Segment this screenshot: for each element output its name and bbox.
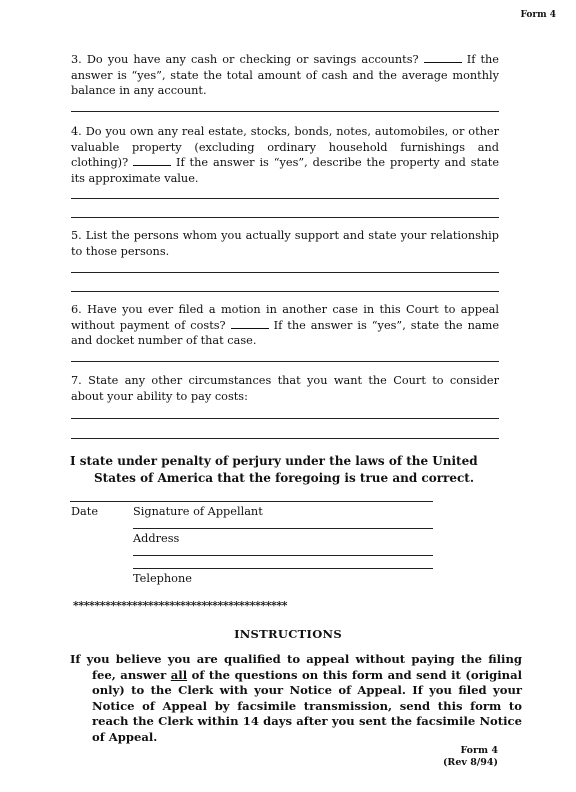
instructions-text [70,652,522,745]
answer-line[interactable] [71,272,499,273]
question-6 [71,302,499,349]
question-followup: If the answer is “yes”, state the total amount of cash and the average monthly balance in any account. [71,53,499,97]
question-7 [71,373,499,404]
question-text: Have you ever filed a motion in another case in this Court to appeal without payment of costs? [71,303,499,332]
telephone-label: Telephone [133,572,192,585]
question-number: 3. [71,53,82,66]
answer-line[interactable] [71,111,499,112]
answer-line[interactable] [71,438,499,439]
question-followup: If the answer is “yes”, describe the property and state its approximate value. [71,156,500,185]
star-separator: **************************************** [73,599,288,612]
answer-blank[interactable] [133,156,171,166]
question-number: 5. [71,229,82,242]
address-line-2[interactable] [133,555,433,556]
perjury-line-1: I state under penalty of perjury under the laws of the United [70,454,478,468]
form-number-bottom: Form 4 [460,745,498,756]
question-text: Do you own any real estate, stocks, bonds, notes, automobiles, or other valuable property (excluding ordinary household furnishings and clothing)? [71,125,499,169]
question-text: List the persons whom you actually support and state your relationship to those persons. [71,229,500,258]
question-text: State any other circumstances that you want the Court to consider about your ability to pay costs: [71,374,499,403]
form-footer [443,745,498,769]
instructions-emphasis: all [170,667,188,682]
answer-blank[interactable] [231,319,269,329]
perjury-line-2: States of America that the foregoing is true and correct. [94,471,475,485]
revision-date: (Rev 8/94) [442,757,498,768]
answer-line[interactable] [71,418,499,419]
question-number: 4. [71,125,82,138]
date-label: Date [71,505,99,518]
telephone-line[interactable] [133,568,433,569]
answer-blank[interactable] [424,53,462,63]
signature-line[interactable] [70,501,433,502]
form-number-top: Form 4 [520,10,556,20]
perjury-statement [70,453,502,487]
address-label: Address [133,532,180,545]
question-4 [71,124,499,186]
answer-line[interactable] [71,291,499,292]
question-text: Do you have any cash or checking or savings accounts? [86,53,419,66]
answer-line[interactable] [71,217,499,218]
address-line[interactable] [133,528,433,529]
instructions-part-1: If you believe you are qualified to appeal without paying the filing fee, answer [70,652,522,682]
question-number: 6. [71,303,82,316]
question-3 [71,52,499,99]
instructions-part-2: of the questions on this form and send it (original only) to the Clerk with your Notice of Appeal. If you filed your Notice of Appeal by facsimile transmission, send this form to reach the Clerk within 14 days after you sent the facsimile Notice of Appeal. [92,667,522,744]
question-5 [71,228,499,259]
signature-label: Signature of Appellant [133,505,263,518]
question-number: 7. [71,374,82,387]
instructions-title: INSTRUCTIONS [234,627,342,641]
answer-line[interactable] [71,198,499,199]
question-followup: If the answer is “yes”, state the name and docket number of that case. [71,318,500,347]
answer-line[interactable] [71,361,499,362]
